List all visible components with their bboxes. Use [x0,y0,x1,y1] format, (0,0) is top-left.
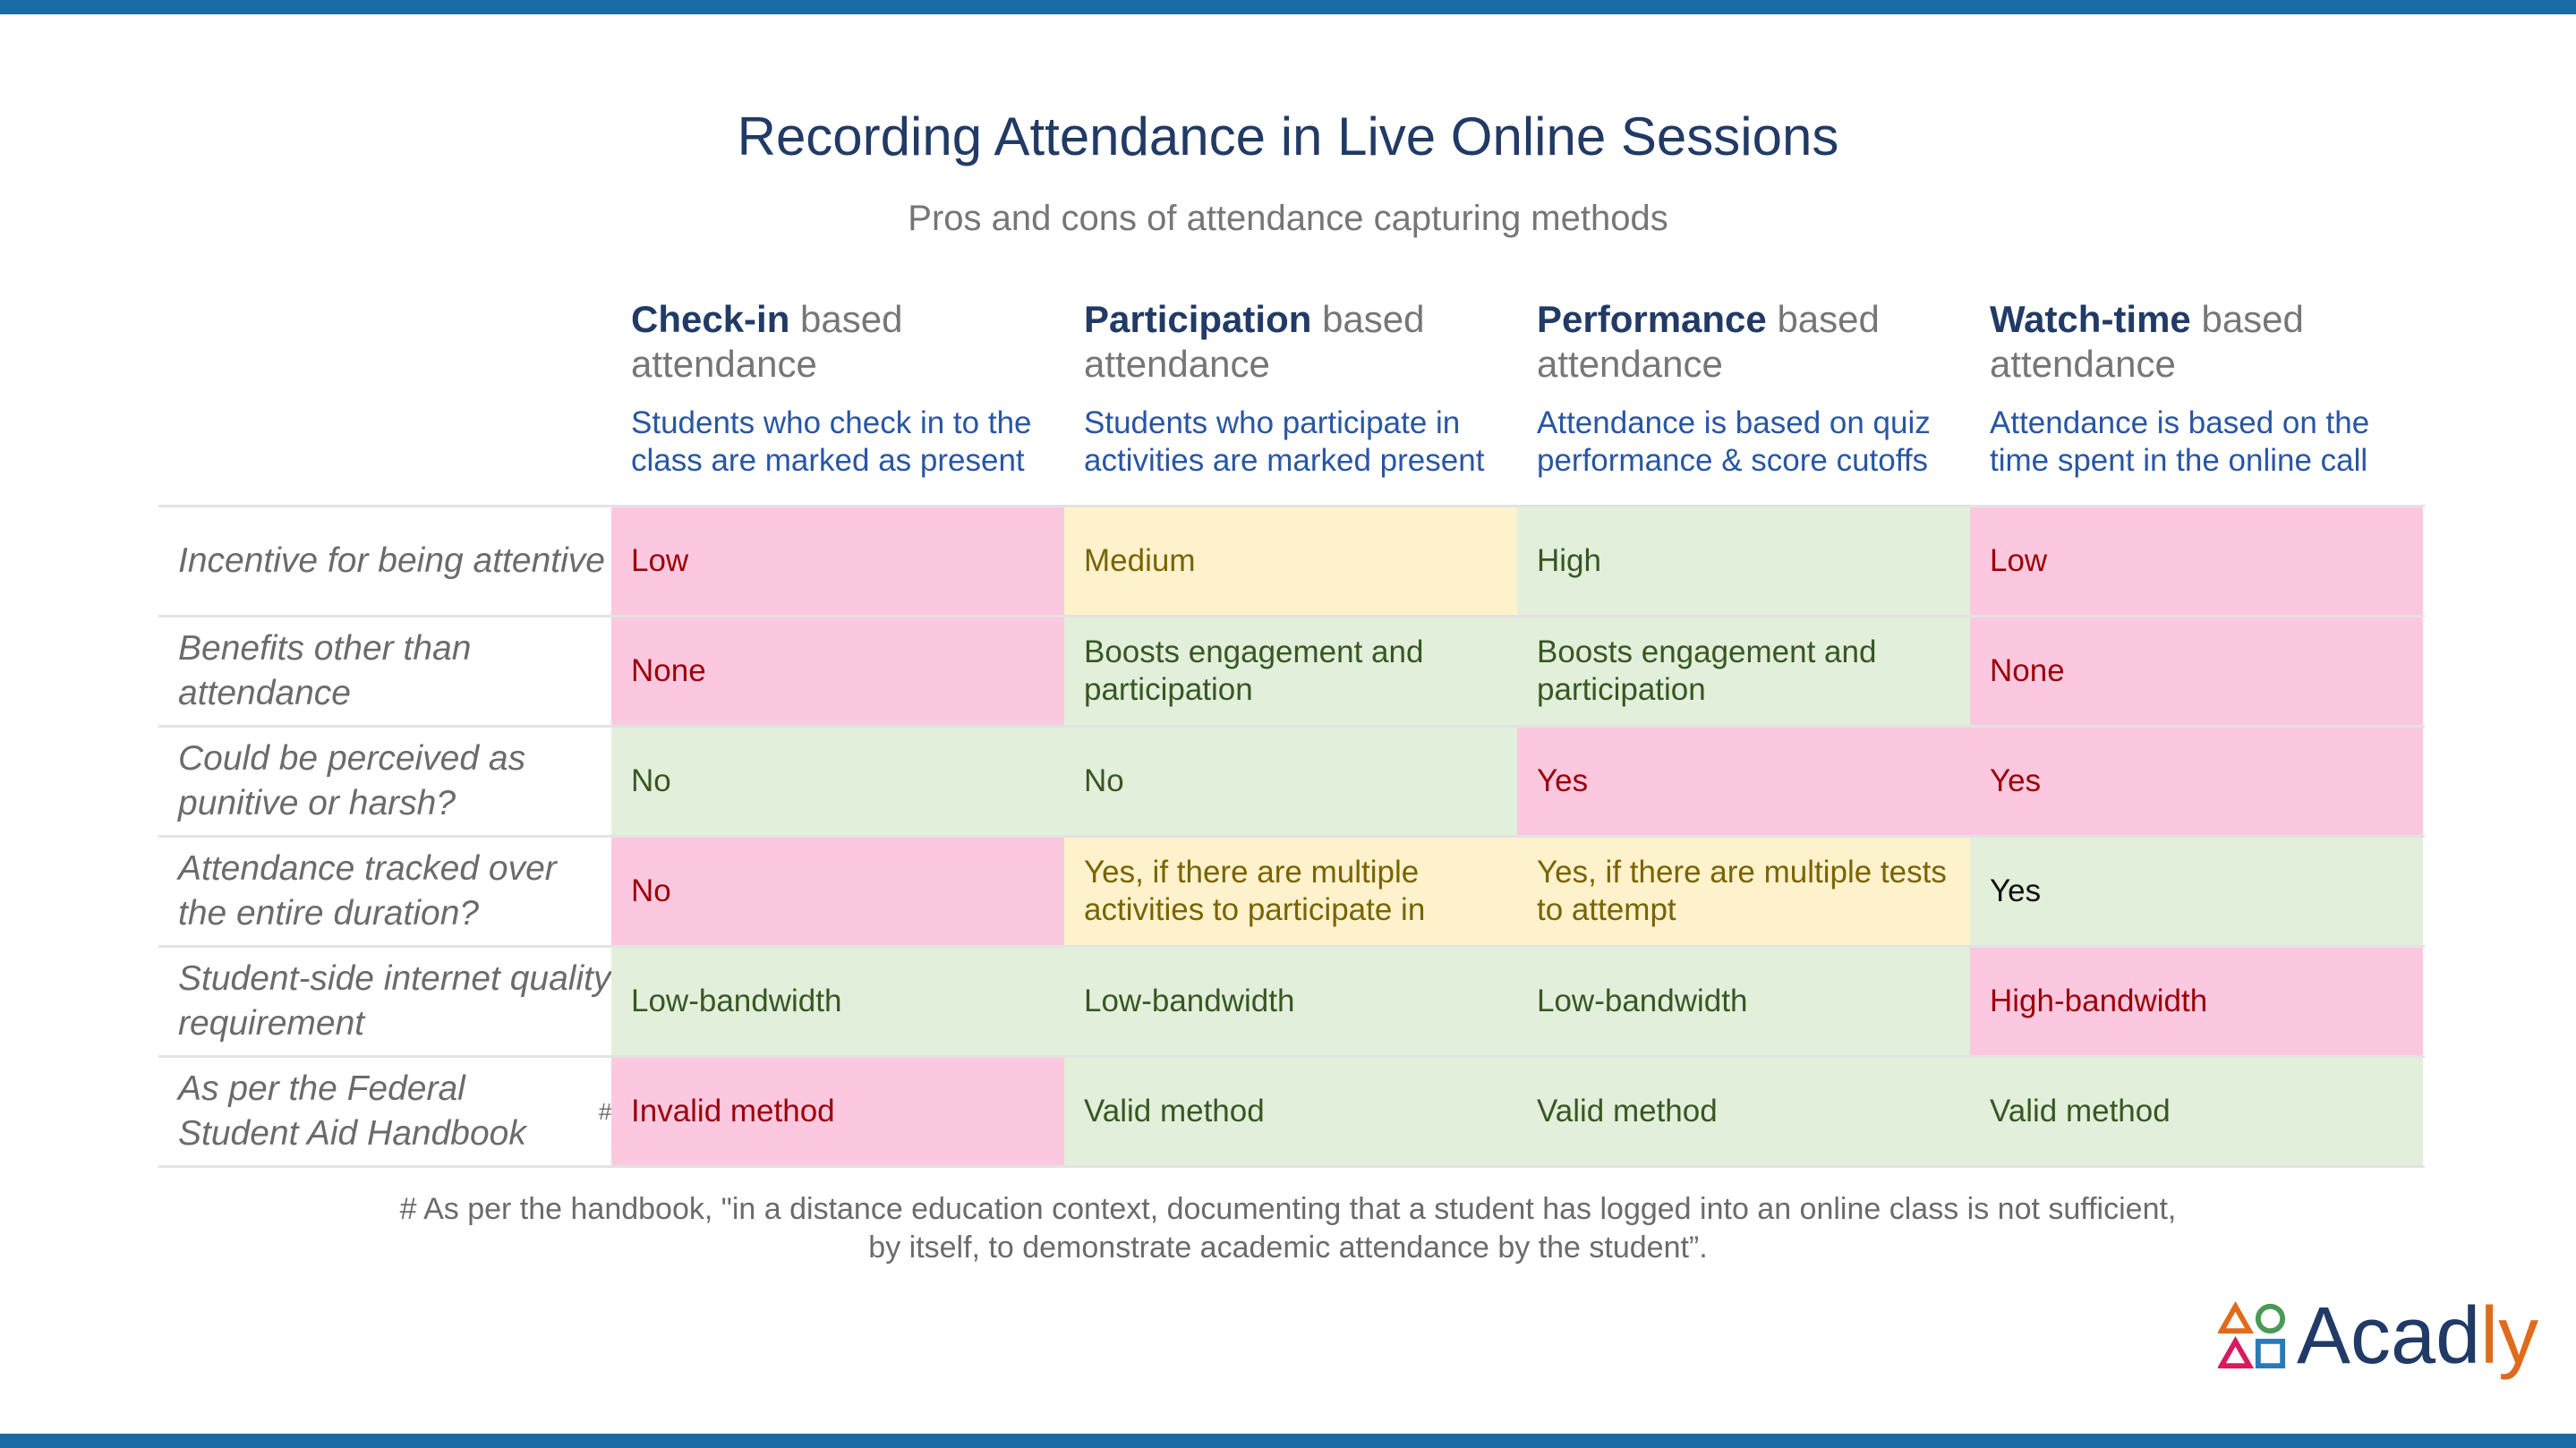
table-cell: Valid method [1064,1058,1517,1165]
column-title [1990,297,2418,387]
column-title [631,297,1059,387]
logo-text-main: Acad [2297,1291,2481,1381]
table-cell: Low-bandwidth [611,948,1064,1055]
column-description: Students who check in to the class are marked as present [631,405,1032,478]
top-bar [0,0,2576,14]
table-cell: Invalid method [611,1058,1064,1165]
table-row [158,948,2425,1058]
table-cell: Yes [1970,728,2423,835]
bottom-bar [0,1434,2576,1448]
column-header-watch-time [1970,297,2423,480]
row-label: As per the Federal Student Aid Handbook # [158,1058,611,1165]
column-description: Attendance is based on quiz performance & score cutoffs [1537,405,1931,478]
table-cell: Valid method [1970,1058,2423,1165]
table-row [158,507,2425,618]
logo-wordmark [2297,1291,2539,1381]
row-label: Could be perceived as punitive or harsh? [178,739,526,822]
column-header-check-in [611,297,1064,480]
table-cell: High [1517,507,1970,615]
table-cell: No [611,838,1064,945]
column-header-participation [1064,297,1517,480]
row-label: Attendance tracked over the entire duration? [178,849,557,933]
table-row [158,728,2425,838]
column-suffix: based attendance [1537,298,1880,385]
table-row [158,618,2425,728]
logo-text-accent: ly [2480,1291,2539,1381]
footnote [0,1190,2576,1267]
table-cell: Low [611,507,1064,615]
row-label: Student-side internet quality requirement [178,959,611,1043]
acadly-logo [2218,1291,2539,1381]
column-title [1537,297,1965,387]
column-name: Performance [1537,298,1767,340]
comparison-table [158,505,2425,1168]
page-subtitle: Pros and cons of attendance capturing methods [908,199,1668,238]
footnote-line: # As per the handbook, "in a distance education context, documenting that a student has logged into an online class is not sufficient, [399,1192,2177,1226]
table-cell: Medium [1064,507,1517,615]
column-suffix: based attendance [1084,298,1425,385]
table-row [158,838,2425,948]
table-cell: Valid method [1517,1058,1970,1165]
column-name: Check-in [631,298,790,340]
table-cell: No [1064,728,1517,835]
row-label: Incentive for being attentive [178,541,605,580]
table-cell: Yes, if there are multiple activities to participate in [1064,838,1517,945]
shapes-icon [2218,1301,2288,1371]
column-suffix: based attendance [631,298,903,385]
column-suffix: based attendance [1990,298,2304,385]
footnote-line: by itself, to demonstrate academic attendance by the student”. [868,1231,1708,1265]
column-name: Watch-time [1990,298,2191,340]
table-cell: Low-bandwidth [1517,948,1970,1055]
table-cell: Yes [1970,838,2423,945]
row-label-text: As per the Federal Student Aid Handbook [178,1069,526,1153]
table-cell: High-bandwidth [1970,948,2423,1055]
column-title [1084,297,1512,387]
column-description: Students who participate in activities are marked present [1084,405,1485,478]
row-label: Benefits other than attendance [178,629,472,712]
column-header-performance [1517,297,1970,480]
table-cell: Yes [1517,728,1970,835]
table-cell: Yes, if there are multiple tests to attempt [1517,838,1970,945]
table-cell: Low [1970,507,2423,615]
column-name: Participation [1084,298,1312,340]
table-row [158,1058,2425,1168]
table-cell: None [611,618,1064,725]
column-description: Attendance is based on the time spent in the online call [1990,405,2370,478]
table-cell: No [611,728,1064,835]
table-cell: Boosts engagement and participation [1064,618,1517,725]
table-cell: Boosts engagement and participation [1517,618,1970,725]
page-title: Recording Attendance in Live Online Sessions [737,106,1839,166]
table-cell: Low-bandwidth [1064,948,1517,1055]
table-cell: None [1970,618,2423,725]
column-headers [611,297,2425,480]
